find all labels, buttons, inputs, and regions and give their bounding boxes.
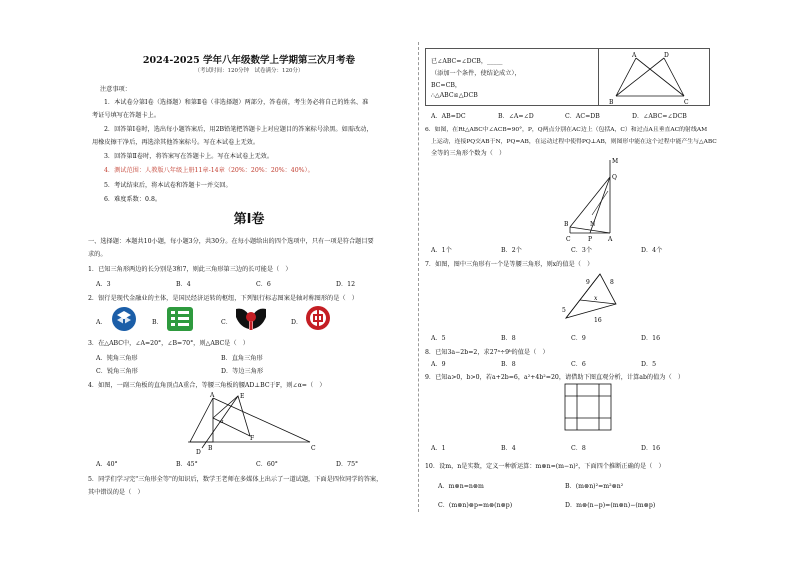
q5-stem: 5．同学们学习完"三角形全等"的知识后，数学王老师在多媒体上出示了一道试题，下面是四位同学的答案， [88,476,383,483]
q9-options [431,443,711,452]
q1-stem: 1．已知三角形两边的长分别是3和7，则此三角形第三边的长可能是（ ） [88,266,292,273]
fig-label: P [588,236,593,243]
q8-options [431,359,711,368]
note-line: 5．考试结束后，将本试卷和答题卡一并交回。 [104,182,232,189]
fig-label: C [566,236,571,243]
option: A．9 [431,361,446,368]
abc-bank-logo-icon [234,305,268,333]
q5-box-line: ∴△ABC≌△DCB [431,92,478,99]
q7-stem: 7．如图，图中三角形有一个是等腰三角形，则x的值是（ ） [425,261,594,268]
fig-label: 5 [562,307,566,314]
page-subtitle: （考试时间：120分钟 试卷满分：120分） [194,68,304,74]
fig-label: F [250,435,255,442]
option: B．直角三角形 [221,355,263,362]
option: C．6 [256,281,271,288]
option: C．9 [571,335,586,342]
q6-stem: 6．如图，在Rt△ABC中∠ACB=90°，P，Q两点分别在AC边上（包括A，C）和过点A且垂直AC的射线AM [425,127,708,133]
q6-stem: 全等的三角形个数为（ ） [431,150,506,157]
note-line: 2．回答第Ⅰ卷时，选出每小题答案后，用2B铅笔把答题卡上对应题目的答案标号涂黑。如需改动， [104,126,373,133]
q5-box-line: BC=CB， [431,82,462,89]
option: B．(m⊗n)²=m²⊗n² [565,483,624,490]
fig-label: 16 [594,317,602,324]
option: D．∠ABC=∠DCB [632,113,687,120]
option: C．锐角三角形 [96,368,138,375]
ccb-logo-icon [111,306,137,332]
q5-box-line: 已∠ABC=∠DCB，_____ [431,58,503,65]
option: D．5 [641,361,657,368]
fig-label: B [564,221,569,228]
fig-label: B [609,99,614,106]
option: D．12 [336,281,356,288]
note-line: 3．回答第Ⅱ卷时，将答案写在答题卡上。写在本试卷上无效。 [104,153,274,160]
option: A．3 [96,281,111,288]
option: B．8 [501,361,516,368]
fig-label: 9 [586,279,590,286]
q9-stem: 9．已知a>0，b>0，若a+2b=6，a²+4b²=20，请借助下图直观分析，计算ab的值为（ ） [425,374,685,381]
fig-label: x [594,295,598,302]
option: B．2个 [501,247,522,254]
q5-stem: 其中错误的是（ ） [88,489,144,496]
option: A．m⊗n=n⊗m [438,483,484,490]
option: A．AB=DC [431,113,466,120]
option: A．1 [431,445,446,452]
note-line: 考证号填写在答题卡上。 [92,112,161,119]
option: C．AC=DB [565,113,600,120]
fig-label: A [608,236,613,243]
option: A．钝角三角形 [96,355,138,362]
q10-stem: 10．设m，n是实数，定义一种新运算：m⊗n=(m−n)²，下面四个推断正确的是（ ） [425,463,665,470]
note-line: 用橡皮擦干净后，再选涂其他答案标号。写在本试卷上无效。 [92,139,260,146]
q8-stem: 8．已知3a−2b=2，求27ᵃ÷9ᵇ的值是（ ） [425,349,549,356]
q6-options [431,245,711,254]
option: B．45° [176,461,198,468]
option: D．75° [336,461,359,468]
section-intro: 求的。 [88,251,107,258]
option: C．8 [571,445,586,452]
option: A．40° [96,461,118,468]
q5-figure [606,48,696,106]
q6-figure [560,155,620,243]
fig-label: A [210,392,215,399]
fig-label: E [240,393,245,400]
fig-label: A [632,52,637,59]
option: D．16 [641,335,661,342]
q4-options [96,459,416,468]
fig-label: α [220,419,224,425]
option: D．4个 [641,247,663,254]
section-heading: 第Ⅰ卷 [233,212,265,227]
option: D．16 [641,445,661,452]
note-line: 1．本试卷分第Ⅰ卷（选择题）和第Ⅱ卷（非选择题）两部分，答卷前，考生务必将自己的姓名、准 [104,99,369,106]
q3-stem: 3．在△ABC中，∠A=20°，∠B=70°，则△ABC是（ ） [88,340,249,347]
fig-label: M [612,158,619,165]
q4-stem: 4．如图，一副三角板的直角顶点A重合，等腰三角板的腰AD⊥BC于F，则∠α=（ ） [88,382,326,389]
boc-logo-icon [305,305,331,331]
postal-bank-logo-icon [166,305,194,333]
q4-figure [180,392,320,456]
q6-stem: 上运动，连接PQ交AB于N，PQ=AB，在运动过程中使得PQ⊥AB，则图形中能在这个过程中能产生与△ABC [431,139,717,145]
column-divider [418,42,419,512]
option: B． [152,319,163,326]
option: A．5 [431,335,446,342]
option: C．(m⊗n)⊗p=m⊗(n⊗p) [438,502,513,509]
fig-label: Q [612,174,617,181]
q2-stem: 2．银行是现代金融业的主体，是国民经济运转的枢纽，下列银行标志图案是轴对称图形的是（ ） [88,295,358,302]
q5-box-line: （添加一个条件，使结论成立）， [431,70,521,77]
option: C．6 [571,361,586,368]
note-line-range: 4．测试范围：人教版八年级上册11章-14章（20%：20%：20%：40%）。 [104,167,314,174]
fig-label: C [684,99,689,106]
option: C．3个 [571,247,593,254]
option: D．m⊗(n−p)=(m⊗n)−(m⊗p) [565,502,656,509]
option: B．∠A=∠D [498,113,534,120]
q7-options [431,333,711,342]
fig-label: 8 [610,279,614,286]
fig-label: D [664,52,669,59]
option: A．1个 [431,247,452,254]
fig-label: B [208,445,213,452]
fig-label: N [590,221,596,228]
option: B．8 [501,335,516,342]
notes-heading: 注意事项： [100,86,131,93]
option: A． [96,319,107,326]
note-line: 6．难度系数：0.8。 [104,196,162,203]
option: D． [291,319,303,326]
q1-options [96,279,416,288]
q5-box-split [598,48,599,106]
q9-figure [563,382,615,434]
section-intro: 一、选择题：本题共10小题，每小题3分，共30分。在每小题给出的四个选项中，只有一项是符合题目要 [88,238,374,245]
q7-figure [556,270,632,328]
page-title: 2024-2025 学年八年级数学上学期第三次月考卷 [142,55,356,66]
fig-label: C [311,445,316,452]
option: D．等边三角形 [221,368,264,375]
option: C．60° [256,461,278,468]
option: B．4 [176,281,191,288]
option: C． [221,319,232,326]
option: B．4 [501,445,516,452]
fig-label: D [196,449,201,456]
